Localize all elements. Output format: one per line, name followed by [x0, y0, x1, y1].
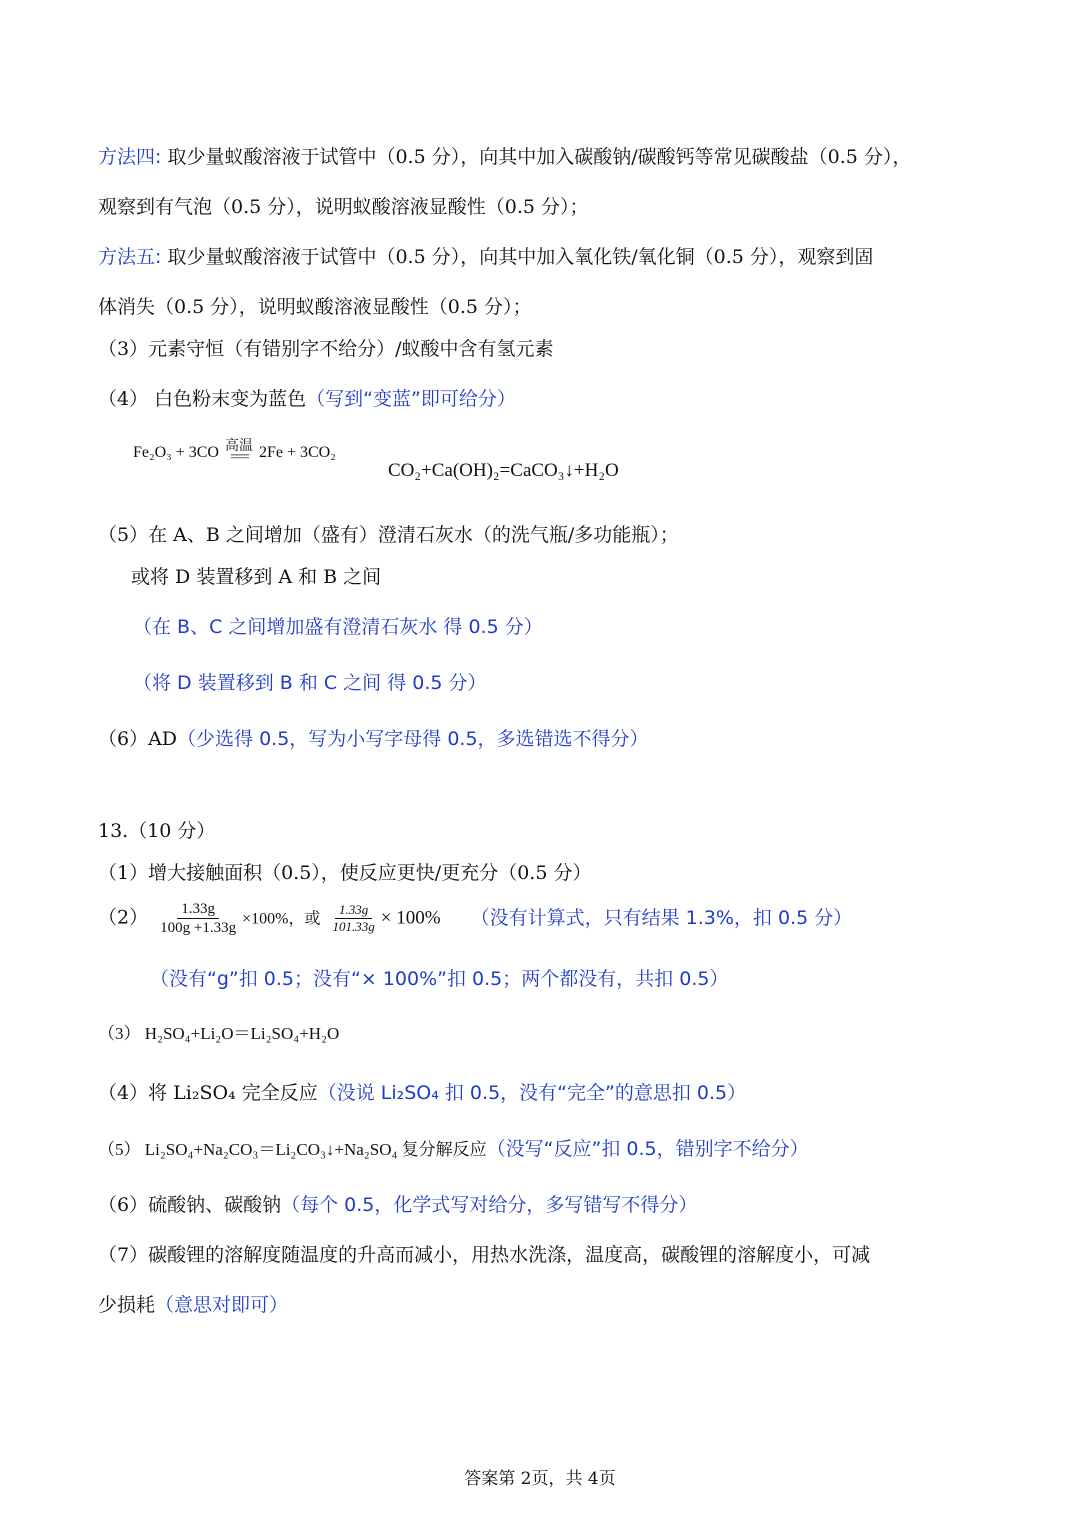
q13-answer-7-line1: （7）碳酸锂的溶解度随温度的升高而减小，用热水洗涤，温度高，碳酸锂的溶解度小，可减: [98, 1244, 871, 1266]
answer-5-note2: （将 D 装置移到 B 和 C 之间 得 0.5 分）: [133, 672, 487, 694]
q13-answer-4: [98, 1082, 746, 1105]
eq1-right: 2Fe + 3CO₂: [258, 444, 336, 462]
method5-line2: 体消失（0.5 分），说明蚁酸溶液显酸性（0.5 分）；: [98, 296, 532, 318]
method4-line2: 观察到有气泡（0.5 分），说明蚁酸溶液显酸性（0.5 分）；: [98, 196, 589, 218]
answer-5-line1: （5）在 A、B 之间增加（盛有）澄清石灰水（的洗气瓶/多功能瓶）；: [98, 524, 679, 546]
fraction-1: [156, 900, 240, 937]
q13-answer-2: [98, 900, 852, 937]
q13-a6-text: （6）硫酸钠、碳酸钠: [98, 1194, 282, 1216]
q13-answer-7-line2: [98, 1294, 288, 1317]
answer-4-note: （写到“变蓝”即可给分）: [306, 388, 516, 410]
q13-a2-note2: （没有“g”扣 0.5；没有“× 100%”扣 0.5；两个都没有，共扣 0.5）: [150, 968, 729, 990]
method5-text1: 取少量蚁酸溶液于试管中（0.5 分），向其中加入氧化铁/氧化铜（0.5 分），观察到固: [161, 246, 874, 268]
q13-a5-text: （5） Li₂SO₄+Na₂CO₃＝Li₂CO₃↓+Na₂SO₄ 复分解反应: [98, 1140, 487, 1159]
q13-a4-text: （4）将 Li₂SO₄ 完全反应: [98, 1082, 318, 1104]
page-footer: 答案第 2页，共 4页: [464, 1469, 616, 1489]
method5-line1: [98, 246, 873, 269]
method4-text1: 取少量蚁酸溶液于试管中（0.5 分），向其中加入碳酸钠/碳酸钙等常见碳酸盐（0.5 分），: [161, 146, 912, 168]
answer-5-line2: 或将 D 装置移到 A 和 B 之间: [131, 566, 382, 588]
answer-4: [98, 388, 516, 411]
method4-label: 方法四:: [98, 146, 162, 168]
question-13-title: 13.（10 分）: [98, 820, 216, 842]
answer-3: （3）元素守恒（有错别字不给分）/蚁酸中含有氢元素: [98, 338, 554, 360]
eq1-left: Fe₂O₃ + 3CO: [133, 444, 219, 462]
fraction-2: [329, 902, 379, 934]
q13-a7-text: 少损耗: [98, 1294, 156, 1316]
q13-answer-1: （1）增大接触面积（0.5），使反应更快/更充分（0.5 分）: [98, 862, 592, 884]
q13-a2-note: （没有计算式，只有结果 1.3%，扣 0.5 分）: [470, 906, 853, 929]
eq1-cond-text: 高温: [224, 439, 253, 454]
q13-answer-3: （3） H₂SO₄+Li₂O＝Li₂SO₄+H₂O: [98, 1024, 340, 1043]
q13-a2-mult1: ×100%，或: [242, 910, 321, 928]
eq1-condition: [224, 439, 253, 465]
q13-a6-note: （每个 0.5，化学式写对给分，多写错写不得分）: [281, 1194, 698, 1216]
q13-a4-note: （没说 Li₂SO₄ 扣 0.5，没有“完全”的意思扣 0.5）: [317, 1082, 747, 1104]
method5-label: 方法五:: [98, 246, 162, 268]
answer-6-note: （少选得 0.5，写为小写字母得 0.5，多选错选不得分）: [177, 728, 649, 750]
answer-6: [98, 728, 649, 751]
answer-5-note1: （在 B、C 之间增加盛有澄清石灰水 得 0.5 分）: [133, 616, 543, 638]
q13-answer-6: [98, 1194, 697, 1217]
q13-a5-note: （没写“反应”扣 0.5，错别字不给分）: [486, 1138, 809, 1160]
answer-4-text: （4） 白色粉末变为蓝色: [98, 388, 307, 410]
fraction-2-numerator: 1.33g: [335, 902, 372, 919]
q13-a2-prefix: （2）: [98, 906, 149, 929]
answer-6-text: （6）AD: [98, 728, 178, 750]
q13-a2-mult2: × 100%: [380, 907, 441, 929]
fraction-2-denominator: 101.33g: [332, 919, 375, 934]
fraction-1-denominator: 100g +1.33g: [160, 920, 237, 936]
q13-answer-5: [98, 1138, 809, 1161]
equation-limewater: CO₂+Ca(OH)₂=CaCO₃↓+H₂O: [388, 460, 619, 481]
eq1-equals: ===: [230, 450, 248, 465]
q13-a7-note: （意思对即可）: [155, 1294, 289, 1316]
equation-iron-oxide: [133, 439, 336, 465]
fraction-1-numerator: 1.33g: [177, 900, 219, 919]
method4-line1: [98, 146, 911, 169]
